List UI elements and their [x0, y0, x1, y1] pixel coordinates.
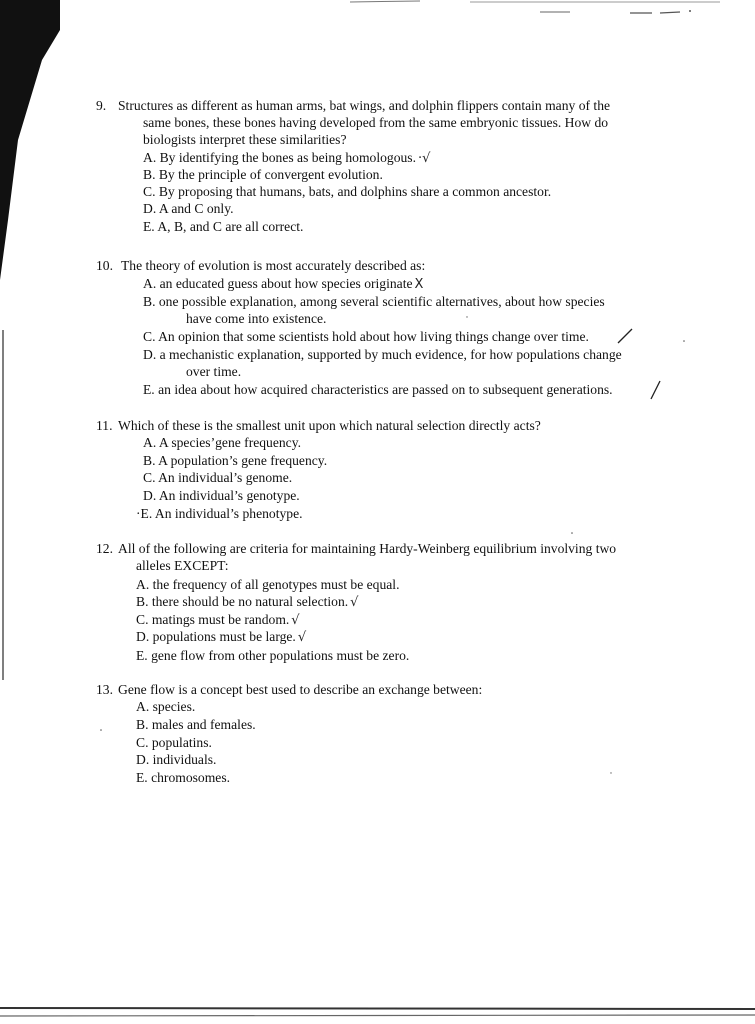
option-e: E. chromosomes.	[136, 770, 231, 785]
question-number: 13.	[96, 682, 113, 697]
option-b: B. By the principle of convergent evolution.	[143, 167, 383, 182]
option-b: B. males and females.	[136, 717, 256, 732]
question-stem-line: Gene flow is a concept best used to describe an exchange between:	[118, 682, 483, 697]
checkmark-icon: √	[350, 595, 359, 610]
option-d: D. An individual’s genotype.	[143, 488, 300, 503]
option-d: D. A and C only.	[143, 201, 234, 216]
option-e: E. A, B, and C are all correct.	[143, 219, 304, 234]
checkmark-icon: √	[297, 630, 307, 645]
option-c: C. By proposing that humans, bats, and dolphins share a common ancestor.	[143, 184, 552, 199]
option-d: D. individuals.	[136, 752, 217, 767]
option-e: ·E. An individual’s phenotype.	[136, 506, 303, 521]
option-a: A. species.	[136, 699, 196, 714]
checkmark-icon: ·√	[417, 151, 431, 166]
question-number: 12.	[96, 541, 113, 556]
x-mark-icon: X	[414, 277, 424, 292]
option-e: E. an idea about how acquired characteristics are passed on to subsequent generations.	[143, 382, 613, 397]
option-text: A. an educated guess about how species originate	[143, 276, 413, 291]
option-text: A. By identifying the bones as being homologous.	[143, 150, 416, 165]
question-stem-line: Which of these is the smallest unit upon which natural selection directly acts?	[118, 418, 541, 433]
option-text: B. there should be no natural selection.	[136, 594, 349, 609]
option-d-continued: over time.	[186, 364, 242, 379]
option-text: D. populations must be large.	[136, 629, 296, 644]
question-number: 9.	[96, 98, 107, 113]
option-a: A. the frequency of all genotypes must be equal.	[136, 577, 400, 592]
question-stem-line: All of the following are criteria for maintaining Hardy-Weinberg equilibrium involving two	[118, 541, 617, 556]
question-stem-line: alleles EXCEPT:	[136, 558, 229, 573]
option-c: C. An opinion that some scientists hold about how living things change over time.	[143, 329, 589, 344]
option-e: E. gene flow from other populations must be zero.	[136, 648, 410, 663]
option-text: C. matings must be random.	[136, 612, 290, 627]
option-b: B. A population’s gene frequency.	[143, 453, 328, 468]
option-a: A. A species’gene frequency.	[143, 435, 302, 450]
question-stem-line: The theory of evolution is most accurately described as:	[121, 258, 426, 273]
option-b-continued: have come into existence.	[186, 311, 327, 326]
question-number: 10.	[96, 258, 113, 273]
checkmark-icon: √	[291, 613, 300, 628]
option-d: D. a mechanistic explanation, supported by much evidence, for how populations change	[143, 347, 622, 362]
option-c: C. An individual’s genome.	[143, 470, 293, 485]
option-c: C. populatins.	[136, 735, 212, 750]
option-b: B. one possible explanation, among several scientific alternatives, about how species	[143, 294, 605, 309]
question-number: 11.	[96, 418, 113, 433]
question-stem-line: Structures as different as human arms, bat wings, and dolphin flippers contain many of the	[118, 98, 611, 113]
question-stem-line: same bones, these bones having developed from the same embryonic tissues. How do	[143, 115, 609, 130]
question-stem-line: biologists interpret these similarities?	[143, 132, 347, 147]
